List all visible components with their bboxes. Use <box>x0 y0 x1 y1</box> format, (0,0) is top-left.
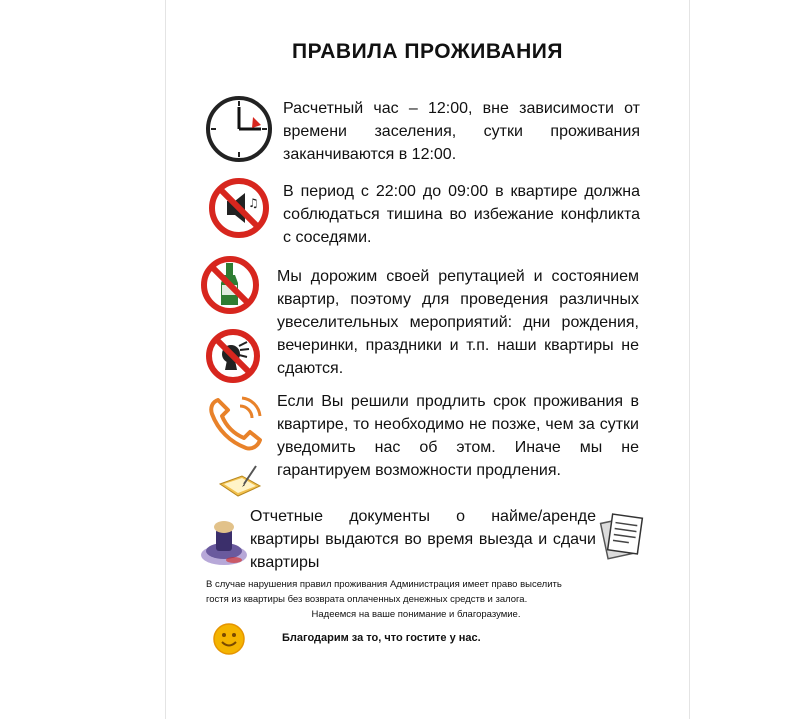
notice-line-1: В случае нарушения правил проживания Администрация имеет право выселить <box>206 579 562 590</box>
smiley-icon <box>212 622 246 656</box>
pen-paper-icon <box>216 462 266 502</box>
rule-checkout-time: Расчетный час – 12:00, вне зависимости от времени заселения, сутки проживания заканчиваются в 12:00. <box>283 100 640 163</box>
thanks-text: Благодарим за то, что гостите у нас. <box>282 632 481 644</box>
rule-documents: Отчетные документы о найме/аренде квартиры выдаются во время выезда и сдачи квартиры <box>250 508 596 571</box>
no-music-icon <box>208 177 270 239</box>
stamp-icon <box>198 513 250 569</box>
clock-icon <box>205 95 273 163</box>
rule-extension: Если Вы решили продлить срок проживания в квартире, то необходимо не позже, чем за сутки уведомить нас об этом. Иначе мы не гарантируем возможности продления. <box>277 393 639 479</box>
notice-line-2: гостя из квартиры без возврата оплаченных денежных средств и залога. <box>206 594 528 605</box>
svg-text:♫: ♫ <box>248 196 259 210</box>
no-alcohol-icon <box>200 255 260 315</box>
rule-no-parties: Мы дорожим своей репутацией и состоянием квартир, поэтому для проведения различных увеселительных мероприятий: дни рождения, вечеринки, праздники и т.п. наши квартиры не сдаются. <box>277 268 639 377</box>
page-title: ПРАВИЛА ПРОЖИВАНИЯ <box>291 40 563 63</box>
phone-icon <box>204 392 266 454</box>
no-party-icon <box>205 328 261 384</box>
documents-icon <box>598 510 646 560</box>
notice-line-3: Надеемся на ваше понимание и благоразумие. <box>311 609 521 620</box>
rule-quiet-hours: В период с 22:00 до 09:00 в квартире должна соблюдаться тишина во избежание конфликта с соседями. <box>283 183 640 246</box>
